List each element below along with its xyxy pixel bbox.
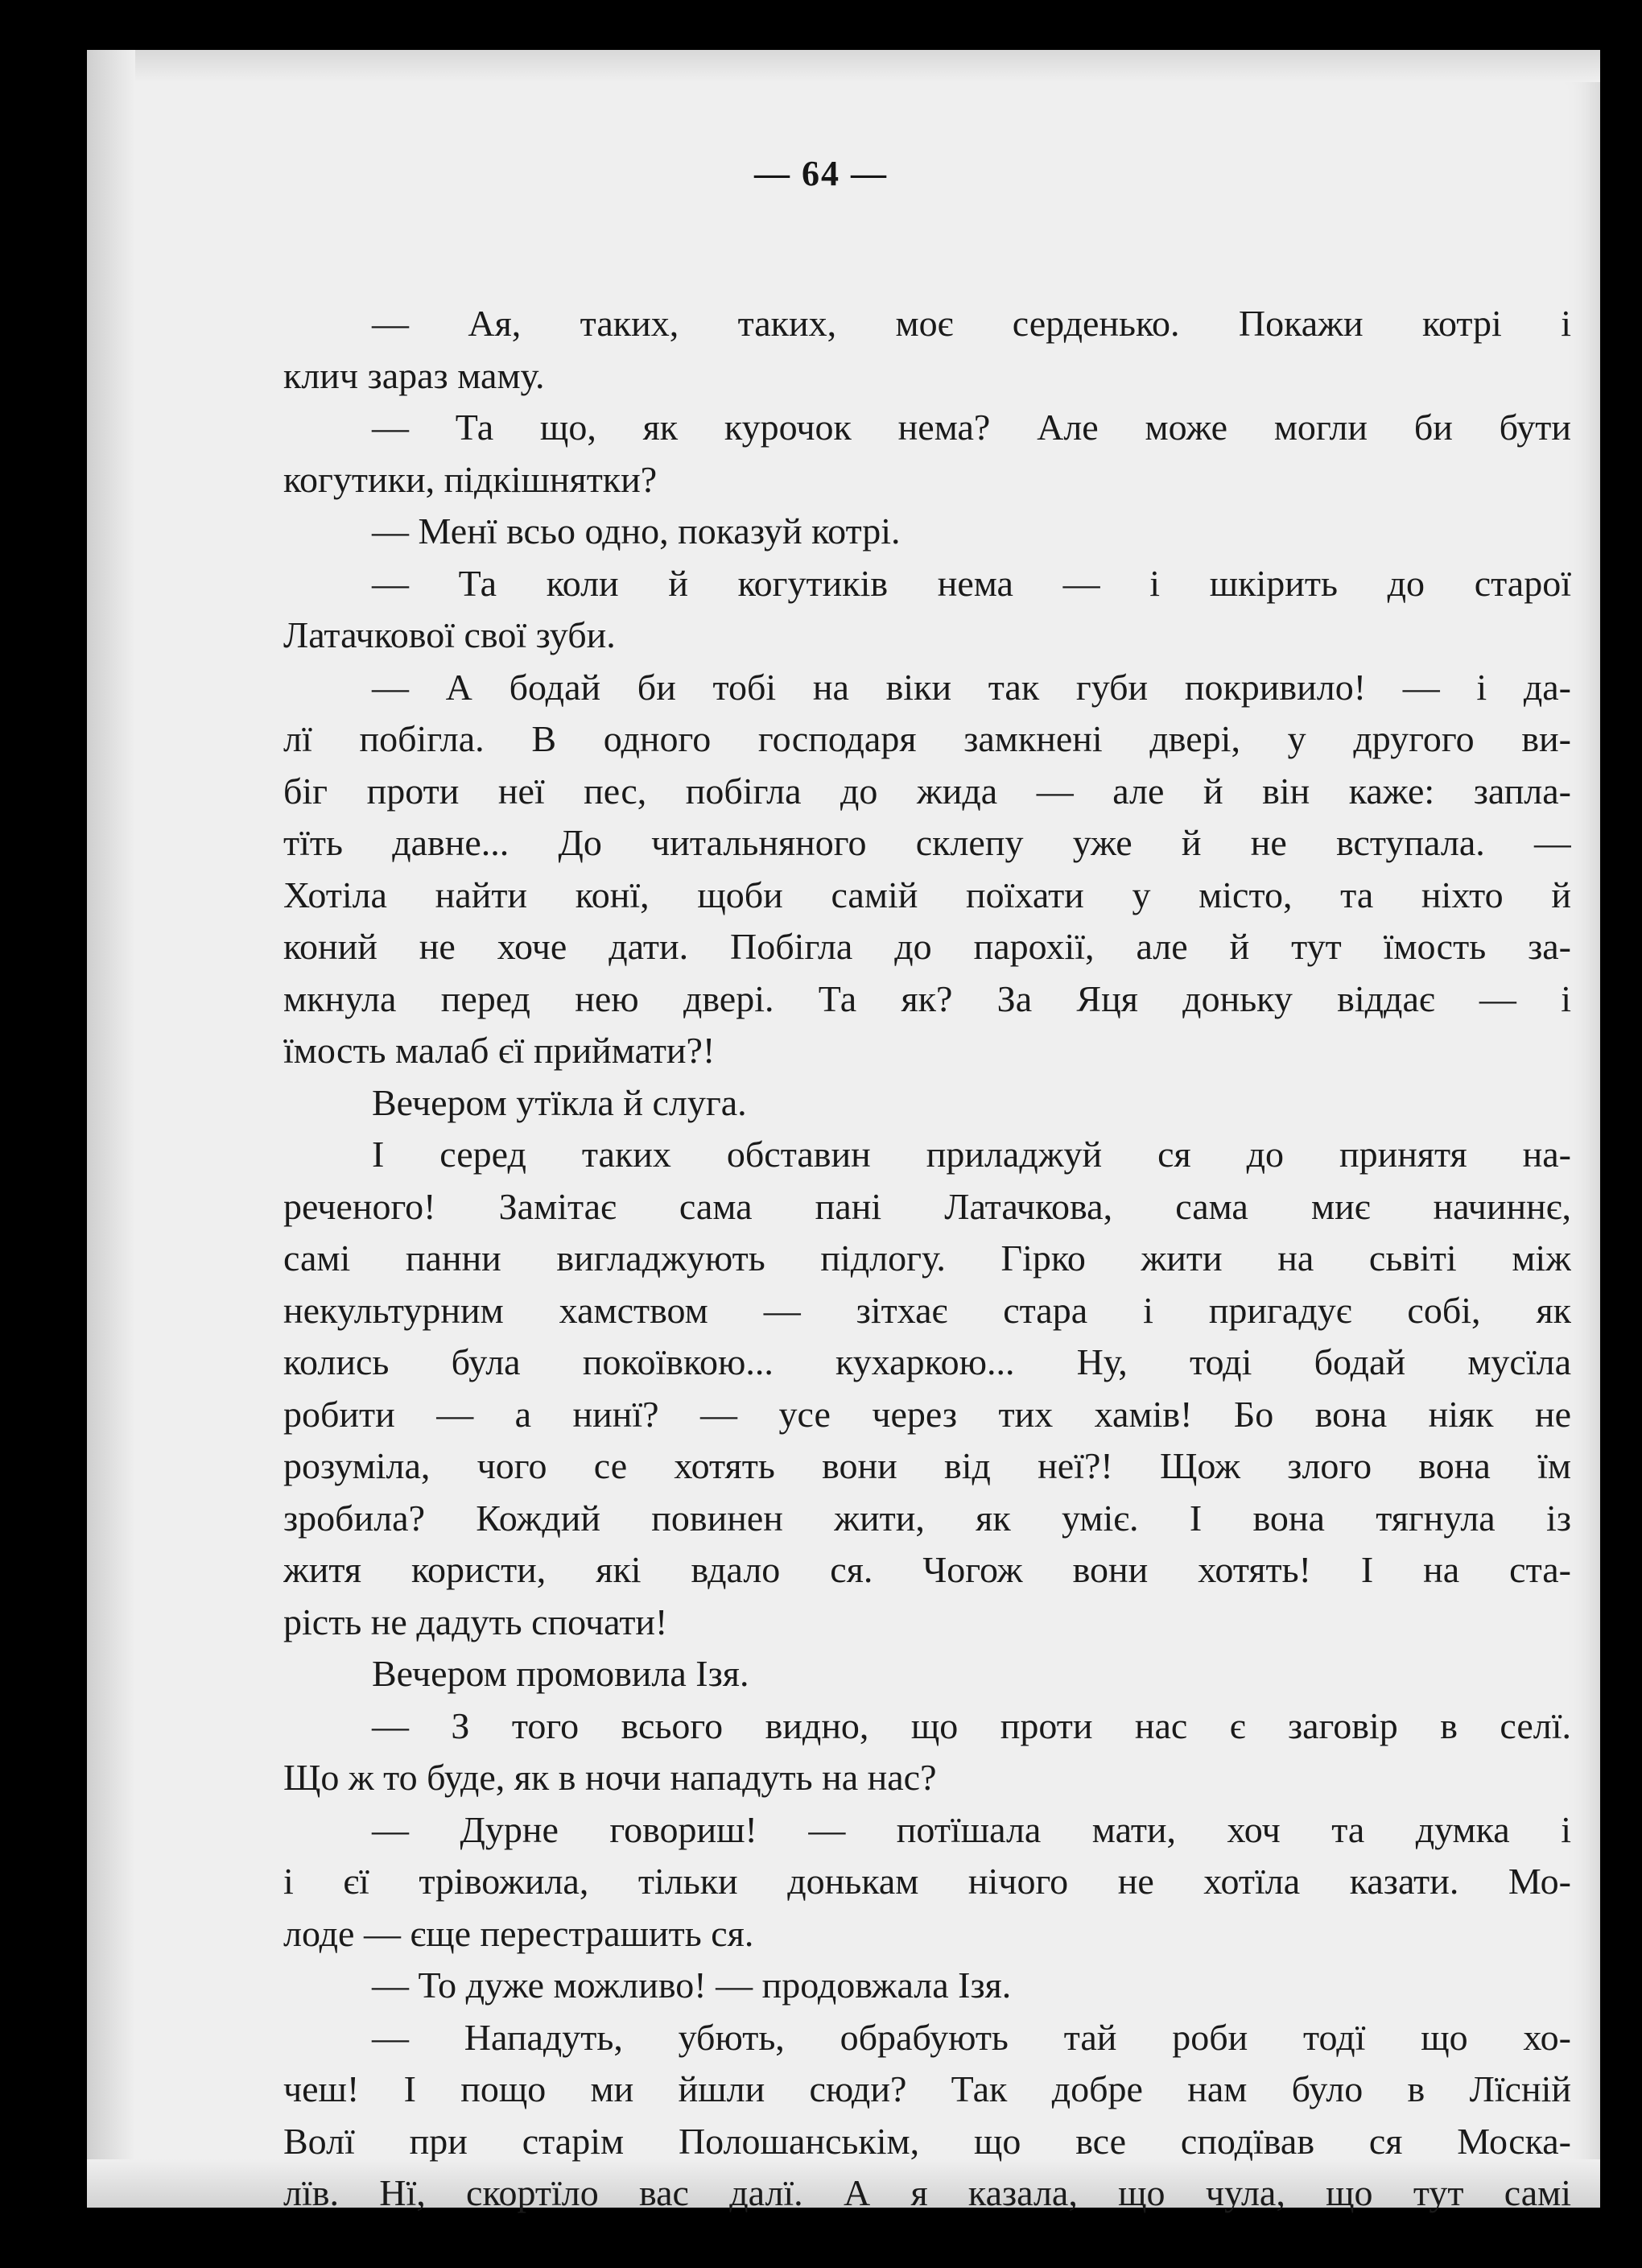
text-line: лоде — єще перестрашить ся. xyxy=(283,1912,754,1954)
text-line: житя користи, які вдало ся. Чогож вони хотять! І на ста- xyxy=(283,1549,1571,1590)
text-line: некультурним хамством — зітхає стара і пригадує собі, як xyxy=(283,1289,1571,1331)
text-line: когутики, підкішнятки? xyxy=(283,458,658,500)
text-line: — То дуже можливо! — продовжала Ізя. xyxy=(372,1964,1012,2006)
text-line: — А бодай би тобі на віки так губи покривило! — і да- xyxy=(372,666,1571,708)
text-line: їмость малаб єї приймати?! xyxy=(283,1030,716,1071)
text-line: коний не хоче дати. Побігла до парохії, але й тут їмость за- xyxy=(283,926,1571,967)
text-line: — Ая, таких, таких, моє серденько. Покажи котрі і xyxy=(372,303,1571,344)
text-line: — Нападуть, убють, обрабують тай роби тодї що хо- xyxy=(372,2016,1571,2058)
text-line: Вечером промовила Ізя. xyxy=(372,1653,749,1694)
text-line: клич зараз маму. xyxy=(283,354,545,396)
text-line: Латачкової свої зуби. xyxy=(283,614,616,655)
text-line: чеш! І пощо ми йшли сюди? Так добре нам було в Лїсній xyxy=(283,2068,1571,2109)
text-line: розуміла, чого се хотять вони від неї?! Щож злого вона їм xyxy=(283,1445,1571,1486)
text-line: реченого! Замітає сама пані Латачкова, сама миє начиннє, xyxy=(283,1185,1571,1227)
text-line: — Та що, як курочок нема? Але може могли би бути xyxy=(372,407,1571,448)
text-line: І серед таких обставин приладжуй ся до принятя на- xyxy=(372,1134,1571,1175)
text-line: колись була покоївкою... кухаркою... Ну, тоді бодай мусїла xyxy=(283,1341,1571,1382)
text-line: Вечером утїкла й слуга. xyxy=(372,1081,747,1123)
page-edge-top xyxy=(87,50,1600,82)
text-line: — З того всього видно, що проти нас є заговір в селї. xyxy=(372,1704,1571,1746)
text-line: зробила? Кождий повинен жити, як уміє. І вона тягнула із xyxy=(283,1497,1571,1539)
text-line: лї побігла. В одного господаря замкнені двері, у другого ви- xyxy=(283,718,1571,759)
text-line: і єї трівожила, тільки донькам нічого не хотїла казати. Мо- xyxy=(283,1861,1571,1902)
text-line: Волї при старім Полошанськім, що все сподївав ся Моска- xyxy=(283,2120,1571,2162)
text-line: біг проти неї пес, побігла до жида — але й він каже: запла- xyxy=(283,770,1571,812)
text-line: Хотіла найти конї, щоби самій поїхати у місто, та ніхто й xyxy=(283,874,1571,915)
page-number: — 64 — xyxy=(754,154,888,193)
text-line: робити — а нинї? — усе через тих хамів! Бо вона ніяк не xyxy=(283,1393,1571,1435)
text-line: тїть давне... До читальняного склепу уже й не вступала. — xyxy=(283,822,1571,863)
text-line: — Та коли й когутиків нема — і шкірить до старої xyxy=(372,562,1571,604)
text-line: лїв. Нї, скортїло вас далї. А я казала, що чула, що тут самі xyxy=(283,2172,1571,2213)
text-line: — Дурне говориш! — потїшала мати, хоч та думка і xyxy=(372,1808,1571,1850)
text-line: — Менї всьо одно, показуй котрі. xyxy=(372,510,901,552)
text-line: самі панни вигладжують підлогу. Гірко жити на сьвіті між xyxy=(283,1237,1571,1279)
page-edge-left xyxy=(87,50,135,2208)
text-line: Що ж то буде, як в ночи нападуть на нас? xyxy=(283,1757,937,1798)
text-line: мкнула перед нею двері. Та як? За Яця доньку віддає — і xyxy=(283,977,1571,1019)
text-line: рість не дадуть спочати! xyxy=(283,1601,668,1642)
body-text xyxy=(283,298,1571,2220)
